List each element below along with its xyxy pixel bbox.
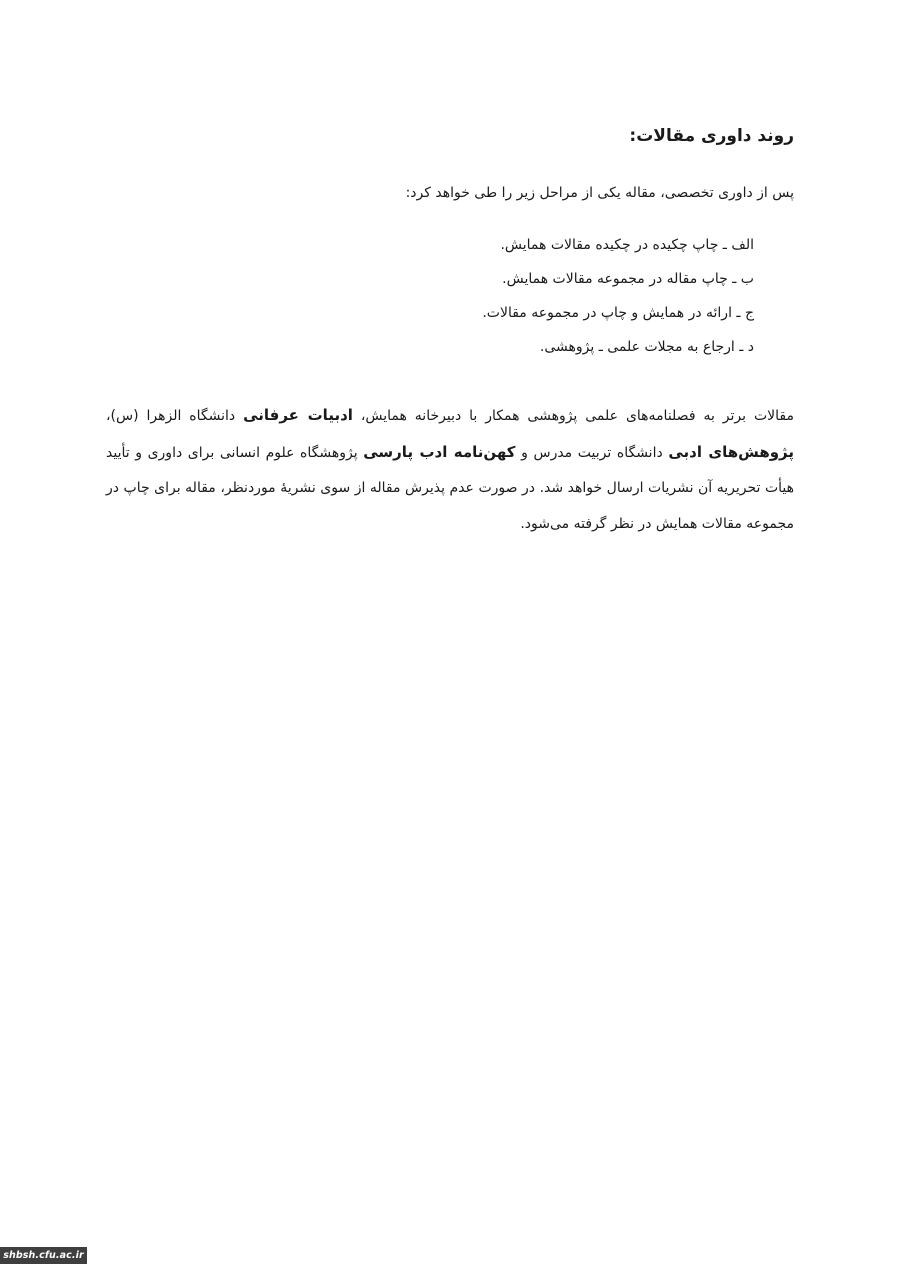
section-heading: روند داوری مقالات: (629, 126, 794, 146)
site-watermark: shbsh.cfu.ac.ir (0, 1247, 87, 1264)
review-step: ج ـ ارائه در همایش و چاپ در مجموعه مقالات. (482, 305, 754, 321)
paragraph-text-3: دانشگاه تربیت مدرس و (515, 444, 669, 461)
journal-name-pazhouhesh-adabi: پژوهش‌های ادبی (668, 442, 795, 461)
paragraph-text-4: پژوهشگاه علوم انسانی برای داوری و تأیید هیأت تحریریه آن نشریات ارسال خواهد شد. در صورت عدم پذیرش مقاله از سوی نشریهٔ موردنظر، مقاله برای چاپ در مجموعه مقالات همایش در نظر گرفته می‌شود. (106, 444, 794, 532)
journal-name-kohan-nameh: کهن‌نامه ادب پارسی (363, 442, 516, 461)
review-step: د ـ ارجاع به مجلات علمی ـ پژوهشی. (539, 339, 754, 355)
review-step: ب ـ چاپ مقاله در مجموعه مقالات همایش. (502, 271, 754, 287)
document-content (106, 118, 794, 542)
paragraph-text-2: دانشگاه الزهرا (س)، (106, 408, 244, 424)
journals-paragraph (106, 398, 794, 542)
journal-name-adabiat-erfani: ادبیات عرفانی (243, 406, 353, 424)
paragraph-text-1: مقالات برتر به فصلنامه‌های علمی پژوهشی همکار با دبیرخانه همایش، (352, 408, 794, 424)
intro-text: پس از داوری تخصصی، مقاله یکی از مراحل زیر را طی خواهد کرد: (405, 185, 794, 201)
review-steps-list (106, 228, 794, 364)
review-step: الف ـ چاپ چکیده در چکیده مقالات همایش. (500, 237, 754, 253)
